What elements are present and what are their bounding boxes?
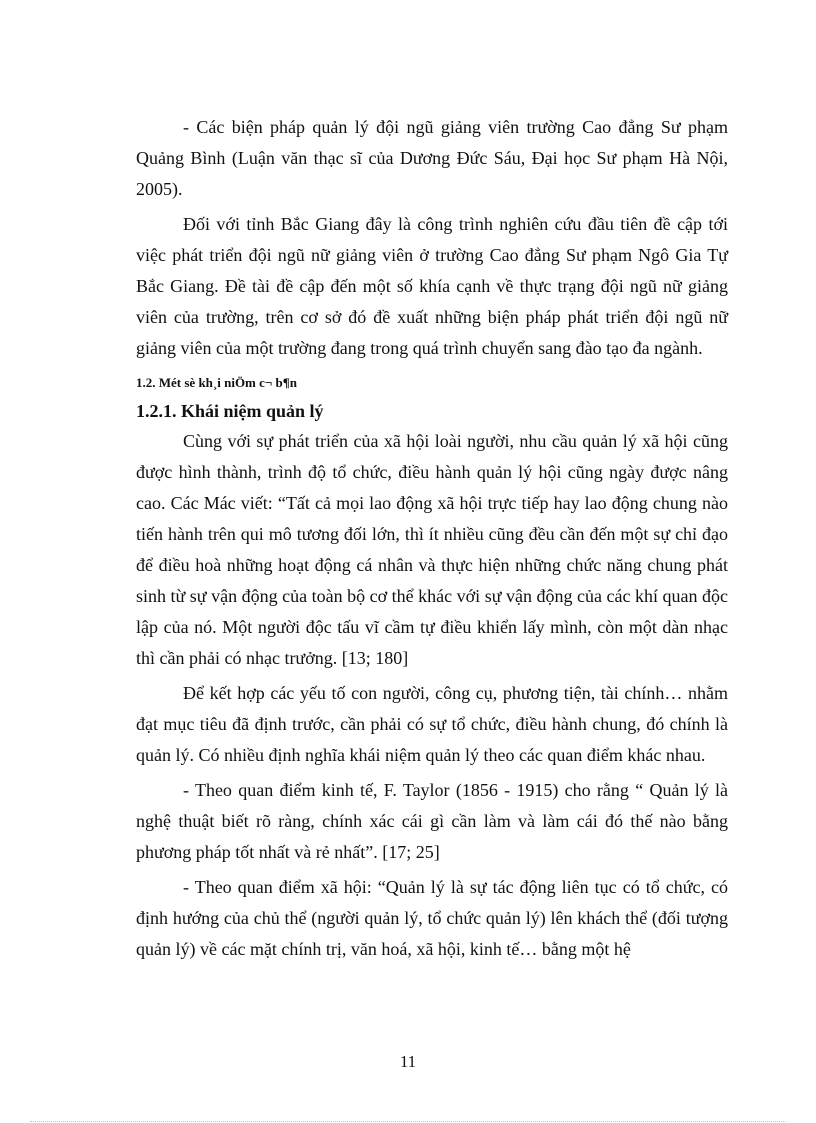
page-body <box>136 112 728 969</box>
paragraph: Để kết hợp các yếu tố con người, công cụ, phương tiện, tài chính… nhằm đạt mục tiêu đã định trước, cần phải có sự tổ chức, điều hành chung, đó chính là quản lý. Có nhiều định nghĩa khái niệm quản lý theo các quan điểm khác nhau. <box>136 683 728 765</box>
paragraph: Đối với tỉnh Bắc Giang đây là công trình nghiên cứu đầu tiên đề cập tới việc phát triển đội ngũ nữ giảng viên ở trường Cao đẳng Sư phạm Ngô Gia Tự Bắc Giang. Đề tài đề cập đến một số khía cạnh về thực trạng đội ngũ nữ giảng viên của trường, trên cơ sở đó đề xuất những biện pháp phát triển đội ngũ nữ giảng viên của một trường đang trong quá trình chuyển sang đào tạo đa ngành. <box>136 214 728 358</box>
paragraph: - Theo quan điểm kinh tế, F. Taylor (1856 - 1915) cho rằng “ Quản lý là nghệ thuật biết rõ ràng, chính xác cái gì cần làm và làm cái đó thế nào bằng phương pháp tốt nhất và rẻ nhất”. [17; 25] <box>136 780 728 862</box>
paragraph: Cùng với sự phát triển của xã hội loài người, nhu cầu quản lý xã hội cũng được hình thành, trình độ tổ chức, điều hành quản lý hội cũng ngày được nâng cao. Các Mác viết: “Tất cả mọi lao động xã hội trực tiếp hay lao động chung nào tiến hành trên qui mô tương đối lớn, thì ít nhiều cũng đều cần đến một sự chỉ đạo để điều hoà những hoạt động cá nhân và thực hiện những chức năng chung phát sinh từ sự vận động của toàn bộ cơ thể khác với sự vận động của các khí quan độc lập của nó. Một người độc tấu vĩ cầm tự điều khiển lấy mình, còn một dàn nhạc thì cần phải có nhạc trưởng. [13; 180] <box>136 431 728 668</box>
section-heading: 1.2. Mét sè kh¸i niÖm c¬ b¶n <box>136 375 298 390</box>
page-number: 11 <box>399 1052 417 1071</box>
paragraph: - Các biện pháp quản lý đội ngũ giảng viên trường Cao đẳng Sư phạm Quảng Bình (Luận văn thạc sĩ của Dương Đức Sáu, Đại học Sư phạm Hà Nội, 2005). <box>136 117 728 199</box>
page-bottom-divider <box>30 1121 786 1122</box>
paragraph: - Theo quan điểm xã hội: “Quản lý là sự tác động liên tục có tổ chức, có định hướng của chủ thể (người quản lý, tổ chức quản lý) lên khách thể (đối tượng quản lý) về các mặt chính trị, văn hoá, xã hội, kinh tế… bằng một hệ <box>136 877 728 959</box>
subsection-heading: 1.2.1. Khái niệm quản lý <box>136 401 324 421</box>
